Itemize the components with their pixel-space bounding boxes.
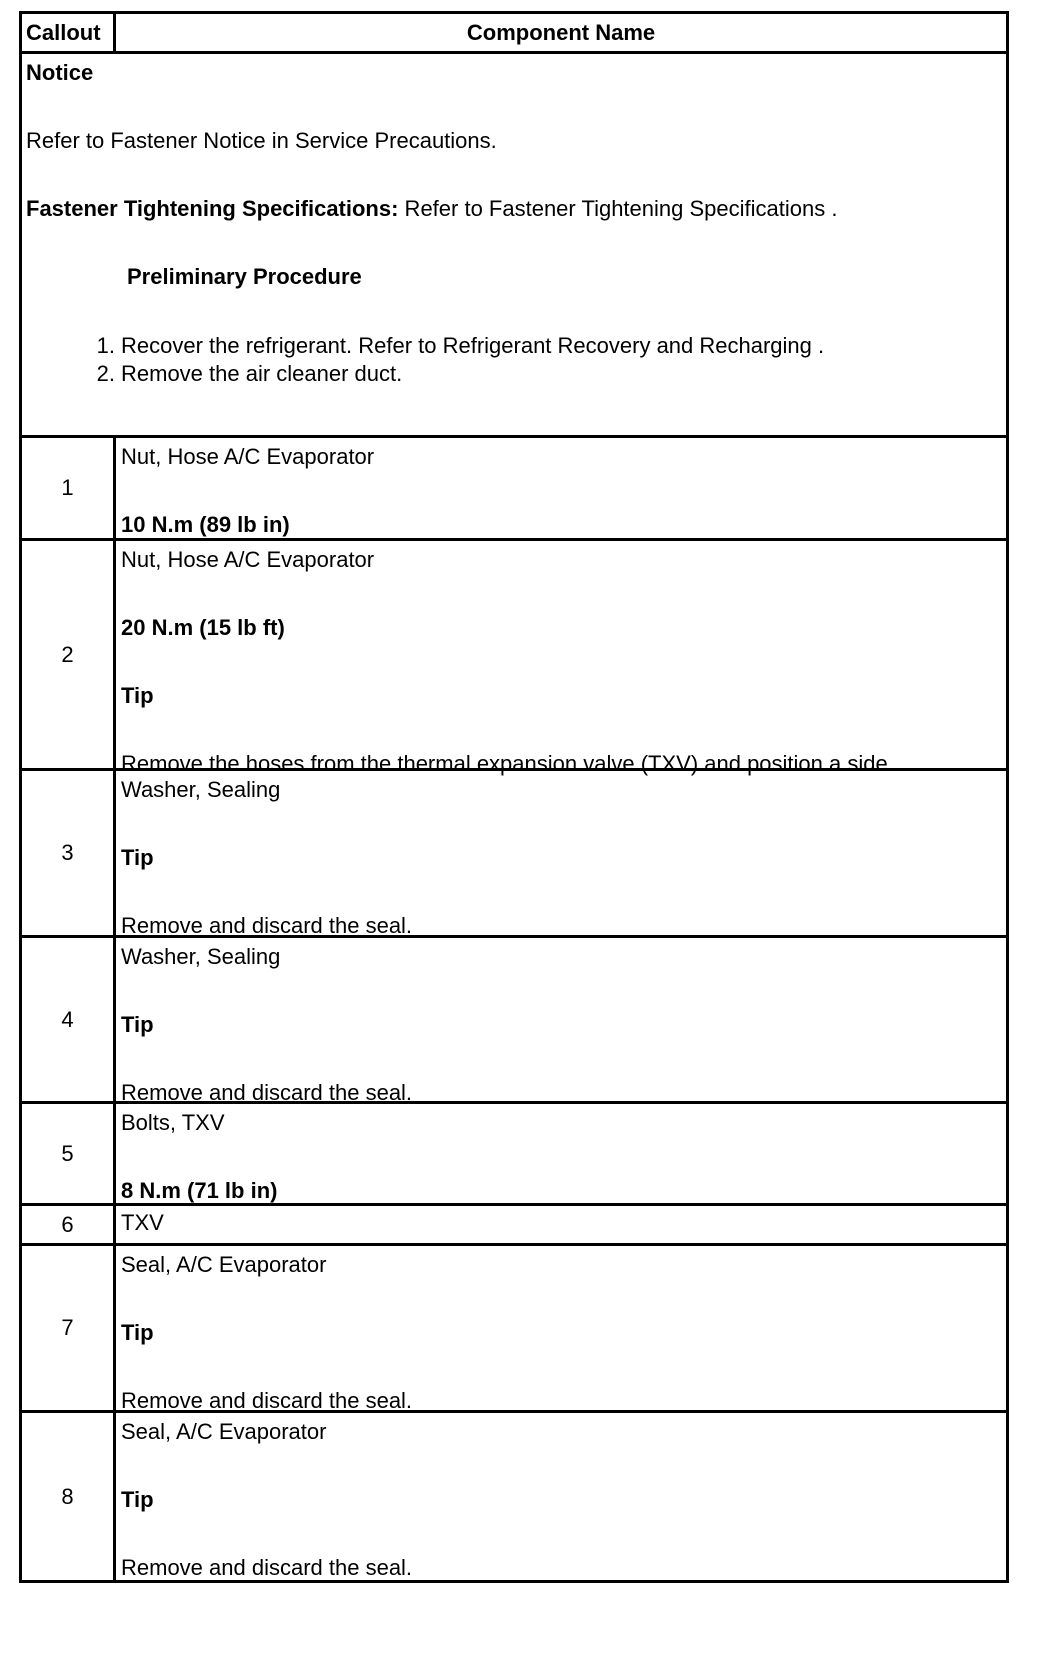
tip-label: Tip: [121, 1320, 154, 1345]
component-cell: [116, 1104, 1006, 1203]
tip-label: Tip: [121, 1012, 154, 1037]
header-component-name: Component Name: [466, 20, 656, 45]
component-name: Bolts, TXV: [121, 1110, 225, 1135]
fastener-spec-text: Refer to Fastener Tightening Specifications .: [398, 196, 838, 221]
procedure-steps: [26, 332, 1002, 388]
callout-number: 3: [22, 771, 116, 935]
fastener-spec-label: Fastener Tightening Specifications:: [26, 196, 399, 221]
torque-spec: 10 N.m (89 lb in): [121, 512, 290, 537]
step-number: 1.: [96, 333, 115, 358]
callout-number: 4: [22, 938, 116, 1101]
notice-title: Notice: [26, 60, 94, 85]
step-text: Remove the air cleaner duct.: [121, 361, 403, 386]
callout-number: 8: [22, 1413, 116, 1580]
torque-spec: 20 N.m (15 lb ft): [121, 615, 285, 640]
tip-text: Remove and discard the seal.: [121, 1080, 413, 1105]
procedure-step: [26, 332, 1002, 360]
component-table: [19, 11, 1009, 1583]
component-cell: [116, 438, 1006, 538]
fastener-spec: [26, 196, 1002, 264]
torque-spec: 8 N.m (71 lb in): [121, 1178, 278, 1203]
tip-label: Tip: [121, 1487, 154, 1512]
preliminary-procedure-title: Preliminary Procedure: [127, 264, 362, 289]
tip-text: Remove and discard the seal.: [121, 1388, 413, 1413]
component-name: TXV: [121, 1210, 164, 1235]
table-row: [22, 1246, 1006, 1413]
notice-text: Refer to Fastener Notice in Service Precautions.: [26, 128, 497, 153]
component-name: Nut, Hose A/C Evaporator: [121, 547, 375, 572]
procedure-step: [26, 360, 1002, 388]
tip-text: Remove the hoses from the thermal expansion valve (TXV) and position a side.: [121, 751, 894, 776]
table-header: [22, 14, 1006, 54]
component-cell: [116, 938, 1006, 1105]
table-row: [22, 938, 1006, 1104]
component-name: Washer, Sealing: [121, 944, 281, 969]
callout-number: 5: [22, 1104, 116, 1203]
step-number: 2.: [96, 361, 115, 386]
tip-text: Remove and discard the seal.: [121, 1555, 413, 1580]
table-row: [22, 1413, 1006, 1580]
notice-section: [22, 54, 1006, 438]
table-row: [22, 771, 1006, 938]
component-cell: [116, 771, 1006, 938]
component-name: Nut, Hose A/C Evaporator: [121, 444, 375, 469]
table-row: [22, 438, 1006, 541]
tip-text: Remove and discard the seal.: [121, 913, 413, 938]
tip-label: Tip: [121, 683, 154, 708]
component-name: Seal, A/C Evaporator: [121, 1419, 327, 1444]
component-name: Washer, Sealing: [121, 777, 281, 802]
tip-label: Tip: [121, 845, 154, 870]
table-row: [22, 541, 1006, 776]
callout-number: 1: [22, 438, 116, 538]
component-name: Seal, A/C Evaporator: [121, 1252, 327, 1277]
component-cell: [116, 1413, 1006, 1580]
table-row: [22, 1206, 1006, 1246]
callout-number: 2: [22, 541, 116, 768]
step-text: Recover the refrigerant. Refer to Refrigerant Recovery and Recharging .: [121, 333, 825, 358]
callout-number: 6: [22, 1206, 116, 1243]
header-callout: Callout: [22, 14, 116, 51]
component-cell: [116, 1246, 1006, 1413]
component-cell: [116, 1206, 1006, 1243]
callout-number: 7: [22, 1246, 116, 1410]
table-row: [22, 1104, 1006, 1206]
component-cell: [116, 541, 1006, 776]
